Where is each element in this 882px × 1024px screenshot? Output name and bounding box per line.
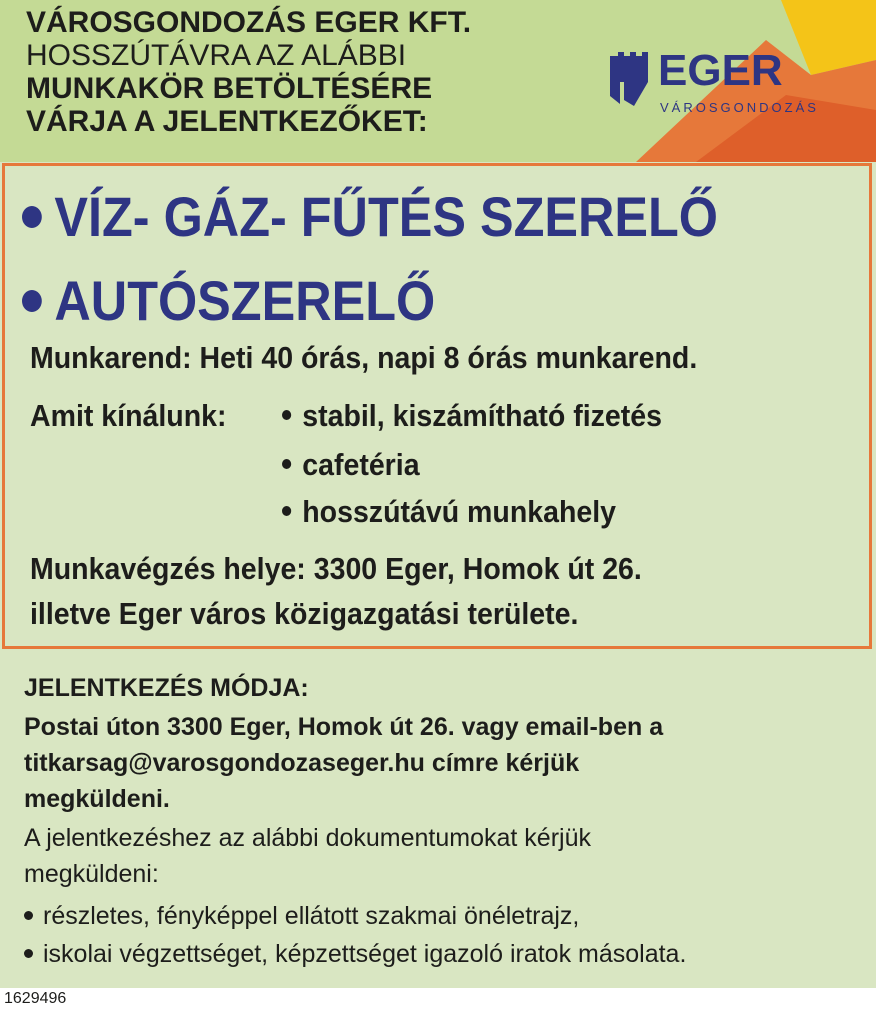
header-line-3: MUNKAKÖR BETÖLTÉSÉRE: [26, 72, 433, 105]
header-line-2: HOSSZÚTÁVRA AZ ALÁBBI: [26, 39, 407, 72]
company-name: VÁROSGONDOZÁS EGER KFT.: [26, 6, 472, 39]
doc-item: [24, 898, 579, 934]
castle-icon: [610, 52, 650, 106]
bullet-icon: [282, 410, 291, 420]
reference-number: 1629496: [4, 990, 67, 1007]
offer-item: [282, 447, 420, 483]
header-text: [26, 6, 471, 138]
docs-intro-2: megküldeni:: [24, 860, 159, 888]
logo-word: EGER: [658, 46, 783, 95]
position-2-title: AUTÓSZERELŐ: [54, 269, 436, 332]
offer-item-text: stabil, kiszámítható fizetés: [302, 398, 663, 433]
header-line-4: VÁRJA A JELENTKEZŐKET:: [26, 105, 428, 138]
apply-line-2: titkarsag@varosgondozaseger.hu címre kérjük: [24, 749, 580, 777]
bullet-icon: [282, 459, 291, 469]
apply-title: JELENTKEZÉS MÓDJA:: [24, 674, 309, 702]
bullet-icon: [282, 506, 291, 516]
offer-item: [282, 398, 662, 434]
apply-line-3: megküldeni.: [24, 785, 170, 813]
bullet-icon: [22, 290, 42, 312]
location-line-1: Munkavégzés helye: 3300 Eger, Homok út 26.: [30, 551, 642, 586]
bullet-icon: [24, 911, 33, 920]
header-banner: [0, 0, 876, 162]
offer-item-text: hosszútávú munkahely: [302, 494, 617, 529]
docs-intro-1: A jelentkezéshez az alábbi dokumentumokat kérjük: [24, 824, 591, 852]
doc-item: [24, 936, 686, 972]
position-1: [22, 184, 718, 249]
bullet-icon: [24, 949, 33, 958]
position-1-title: VÍZ- GÁZ- FŰTÉS SZERELŐ: [54, 185, 718, 248]
eger-logo: [610, 44, 850, 124]
doc-item-text: részletes, fényképpel ellátott szakmai önéletrajz,: [43, 902, 580, 930]
doc-item-text: iskolai végzettséget, képzettséget igazoló iratok másolata.: [43, 940, 687, 968]
offer-item: [282, 494, 616, 530]
offer-item-text: cafetéria: [302, 447, 420, 482]
apply-line-1: Postai úton 3300 Eger, Homok út 26. vagy email-ben a: [24, 713, 664, 741]
position-2: [22, 268, 435, 333]
bullet-icon: [22, 206, 42, 228]
schedule-text: Munkarend: Heti 40 órás, napi 8 órás munkarend.: [30, 340, 698, 375]
location-line-2: illetve Eger város közigazgatási területe.: [30, 596, 579, 631]
logo-subtitle: VÁROSGONDOZÁS: [660, 100, 819, 115]
offer-label: Amit kínálunk:: [30, 398, 227, 433]
